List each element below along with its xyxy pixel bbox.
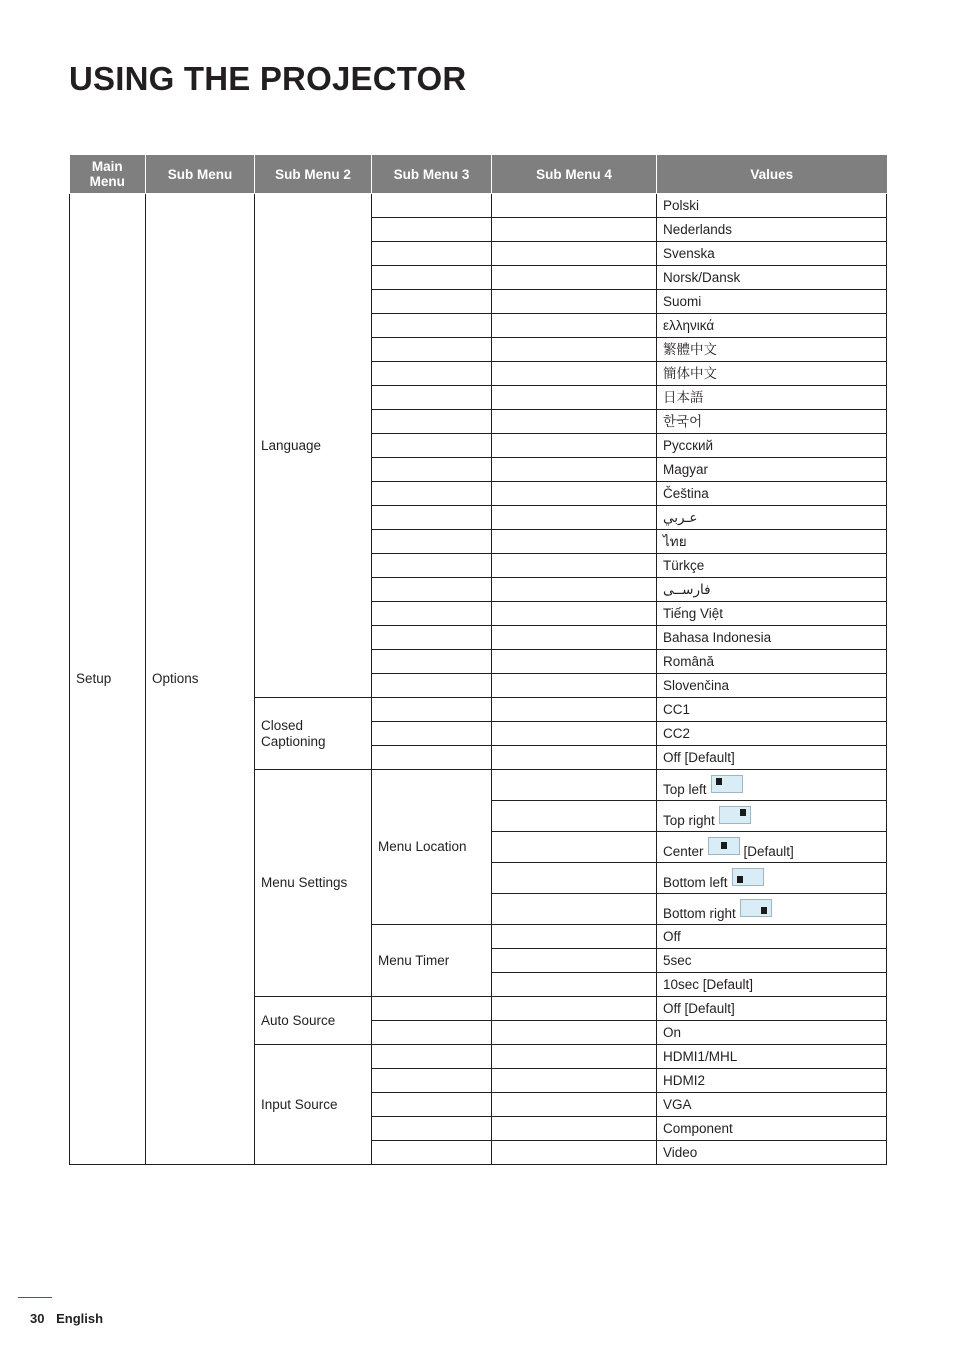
empty-cell <box>492 218 657 242</box>
value-cell: Türkçe <box>657 554 887 578</box>
value-cell: VGA <box>657 1093 887 1117</box>
value-cell: 日本語 <box>657 386 887 410</box>
page-number: 30 <box>30 1311 45 1326</box>
empty-cell <box>492 997 657 1021</box>
value-cell: فارســی <box>657 578 887 602</box>
menu-settings-cell: Menu Settings <box>255 770 372 997</box>
empty-cell <box>372 506 492 530</box>
empty-cell <box>372 746 492 770</box>
value-cell: 繁體中文 <box>657 338 887 362</box>
value-cell: Svenska <box>657 242 887 266</box>
value-cell: Română <box>657 650 887 674</box>
header-sub-menu-2: Sub Menu 2 <box>255 155 372 194</box>
empty-cell <box>372 194 492 218</box>
empty-cell <box>372 530 492 554</box>
value-cell: CC2 <box>657 722 887 746</box>
position-center-icon <box>708 837 740 855</box>
value-cell: Off [Default] <box>657 997 887 1021</box>
empty-cell <box>372 722 492 746</box>
empty-cell <box>492 1069 657 1093</box>
position-top-right-icon <box>719 806 751 824</box>
value-cell: Magyar <box>657 458 887 482</box>
header-sub-menu: Sub Menu <box>146 155 255 194</box>
closed-captioning-cell: Closed Captioning <box>255 698 372 770</box>
value-cell: Tiếng Việt <box>657 602 887 626</box>
language-cell: Language <box>255 194 372 698</box>
table-body <box>70 194 887 1165</box>
header-values: Values <box>657 155 887 194</box>
empty-cell <box>372 554 492 578</box>
empty-cell <box>372 458 492 482</box>
empty-cell <box>492 314 657 338</box>
empty-cell <box>492 554 657 578</box>
empty-cell <box>372 1021 492 1045</box>
empty-cell <box>492 434 657 458</box>
main-menu-cell: Setup <box>70 194 146 1165</box>
empty-cell <box>492 746 657 770</box>
value-cell: Off [Default] <box>657 746 887 770</box>
menu-location-value: Top right <box>663 813 715 828</box>
value-cell: Bahasa Indonesia <box>657 626 887 650</box>
value-cell: Video <box>657 1141 887 1165</box>
value-cell: HDMI2 <box>657 1069 887 1093</box>
position-top-left-icon <box>711 775 743 793</box>
empty-cell <box>492 242 657 266</box>
header-main-menu: Main Menu <box>70 155 146 194</box>
empty-cell <box>492 386 657 410</box>
auto-source-cell: Auto Source <box>255 997 372 1045</box>
menu-location-cell: Menu Location <box>372 770 492 925</box>
osd-marker-icon <box>721 842 727 849</box>
empty-cell <box>372 1117 492 1141</box>
empty-cell <box>492 530 657 554</box>
empty-cell <box>492 506 657 530</box>
value-cell: عـربي <box>657 506 887 530</box>
empty-cell <box>492 602 657 626</box>
value-cell: ελληνικά <box>657 314 887 338</box>
empty-cell <box>492 1093 657 1117</box>
table-row <box>70 194 887 218</box>
empty-cell <box>492 894 657 925</box>
empty-cell <box>492 290 657 314</box>
empty-cell <box>372 290 492 314</box>
osd-marker-icon <box>716 778 722 785</box>
empty-cell <box>492 194 657 218</box>
empty-cell <box>492 1045 657 1069</box>
empty-cell <box>372 266 492 290</box>
value-cell: 5sec <box>657 949 887 973</box>
value-cell <box>657 832 887 863</box>
empty-cell <box>492 973 657 997</box>
value-cell <box>657 894 887 925</box>
empty-cell <box>492 925 657 949</box>
empty-cell <box>492 949 657 973</box>
value-cell <box>657 801 887 832</box>
osd-menu-table <box>69 155 887 1165</box>
empty-cell <box>372 242 492 266</box>
empty-cell <box>492 482 657 506</box>
empty-cell <box>372 1093 492 1117</box>
empty-cell <box>372 997 492 1021</box>
empty-cell <box>372 1141 492 1165</box>
empty-cell <box>372 434 492 458</box>
empty-cell <box>492 266 657 290</box>
header-sub-menu-4: Sub Menu 4 <box>492 155 657 194</box>
empty-cell <box>372 314 492 338</box>
empty-cell <box>492 578 657 602</box>
value-cell: HDMI1/MHL <box>657 1045 887 1069</box>
empty-cell <box>372 1045 492 1069</box>
position-bottom-left-icon <box>732 868 764 886</box>
empty-cell <box>372 218 492 242</box>
empty-cell <box>492 698 657 722</box>
empty-cell <box>372 698 492 722</box>
empty-cell <box>492 626 657 650</box>
empty-cell <box>372 674 492 698</box>
value-cell: Norsk/Dansk <box>657 266 887 290</box>
empty-cell <box>492 338 657 362</box>
table-header-row <box>70 155 887 194</box>
value-cell: ไทย <box>657 530 887 554</box>
empty-cell <box>492 362 657 386</box>
empty-cell <box>372 386 492 410</box>
empty-cell <box>492 1021 657 1045</box>
value-cell: CC1 <box>657 698 887 722</box>
value-cell: Slovenčina <box>657 674 887 698</box>
menu-location-value: Top left <box>663 782 707 797</box>
empty-cell <box>492 832 657 863</box>
page-footer <box>30 1311 103 1326</box>
empty-cell <box>492 801 657 832</box>
page-title: USING THE PROJECTOR <box>69 60 467 97</box>
value-cell <box>657 863 887 894</box>
empty-cell <box>372 338 492 362</box>
value-cell: On <box>657 1021 887 1045</box>
empty-cell <box>372 626 492 650</box>
value-cell: Русский <box>657 434 887 458</box>
empty-cell <box>372 482 492 506</box>
value-cell: 簡体中文 <box>657 362 887 386</box>
menu-location-value: Bottom right <box>663 906 736 921</box>
empty-cell <box>372 410 492 434</box>
empty-cell <box>492 674 657 698</box>
value-cell: Component <box>657 1117 887 1141</box>
empty-cell <box>492 863 657 894</box>
empty-cell <box>372 1069 492 1093</box>
osd-marker-icon <box>761 907 767 914</box>
empty-cell <box>492 650 657 674</box>
value-cell: 10sec [Default] <box>657 973 887 997</box>
value-cell: Off <box>657 925 887 949</box>
empty-cell <box>372 602 492 626</box>
footer-divider <box>18 1297 52 1298</box>
value-cell: Suomi <box>657 290 887 314</box>
empty-cell <box>372 650 492 674</box>
header-sub-menu-3: Sub Menu 3 <box>372 155 492 194</box>
empty-cell <box>372 578 492 602</box>
input-source-cell: Input Source <box>255 1045 372 1165</box>
position-bottom-right-icon <box>740 899 772 917</box>
empty-cell <box>492 770 657 801</box>
value-cell <box>657 770 887 801</box>
footer-language: English <box>56 1311 104 1326</box>
value-cell: Čeština <box>657 482 887 506</box>
empty-cell <box>492 410 657 434</box>
empty-cell <box>492 722 657 746</box>
osd-marker-icon <box>737 876 743 883</box>
menu-location-value: Bottom left <box>663 875 728 890</box>
empty-cell <box>372 362 492 386</box>
value-cell: Nederlands <box>657 218 887 242</box>
empty-cell <box>492 1117 657 1141</box>
empty-cell <box>492 1141 657 1165</box>
osd-marker-icon <box>740 809 746 816</box>
value-cell: 한국어 <box>657 410 887 434</box>
menu-timer-cell: Menu Timer <box>372 925 492 997</box>
value-cell: Polski <box>657 194 887 218</box>
sub-menu-cell: Options <box>146 194 255 1165</box>
menu-location-value: Center <box>663 844 704 859</box>
default-marker: [Default] <box>743 844 794 859</box>
empty-cell <box>492 458 657 482</box>
